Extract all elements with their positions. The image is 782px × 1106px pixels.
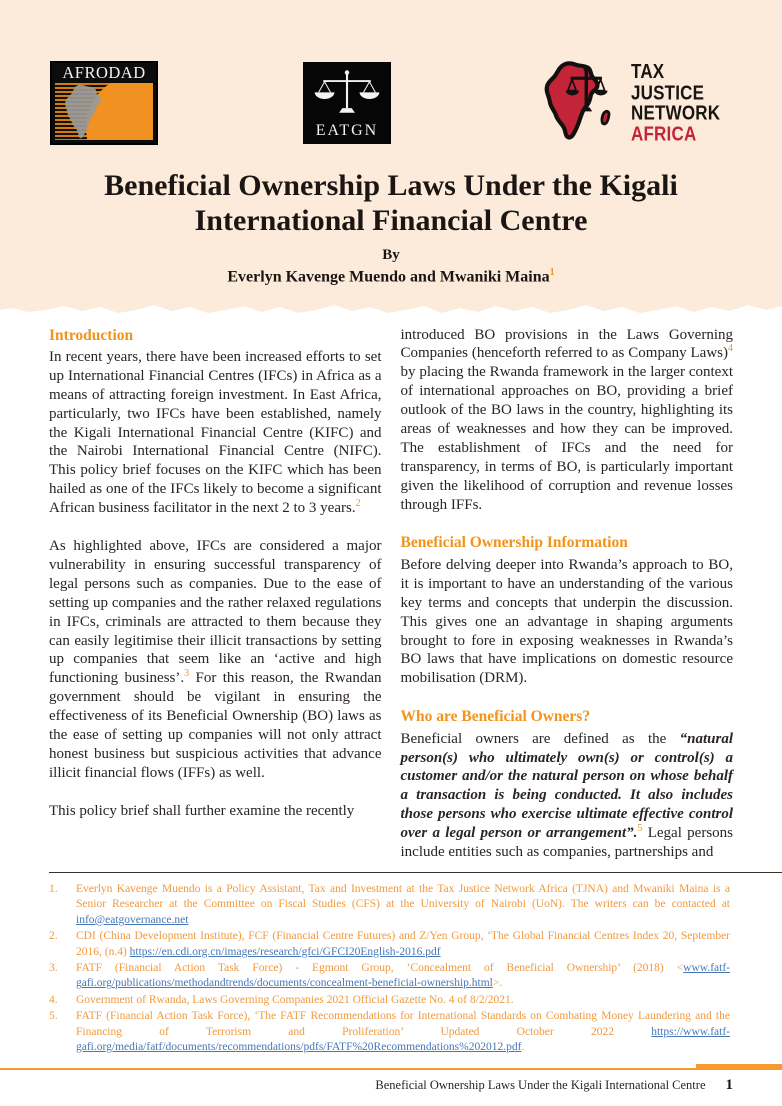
who-text-b: Legal persons include entities such as companies, partnerships and — [400, 825, 733, 861]
footnote-text — [76, 961, 730, 992]
document-header — [0, 0, 782, 301]
eatgn-logo — [303, 62, 391, 144]
footnote-text-pre: FATF (Financial Action Task Force) - Egmont Group, ‘Concealment of Beneficial Ownership’ (2018) < — [76, 961, 684, 974]
footnote-ref-2: 2 — [355, 498, 361, 510]
tax-justice-network-africa-logo — [536, 60, 732, 147]
tjna-wordmark — [631, 61, 732, 144]
footnote-text — [76, 929, 730, 960]
page-title: Beneficial Ownership Laws Under the Kigali International Financial Centre — [104, 169, 678, 238]
logo-row — [0, 60, 782, 146]
intro-paragraph-3-text: This policy brief shall further examine the recently — [49, 802, 355, 819]
right-column — [401, 326, 734, 862]
footnote-number: 2. — [49, 930, 58, 943]
who-text-a: Beneficial owners are defined as the — [400, 730, 680, 747]
footnotes-list — [0, 882, 782, 1055]
footnote-text — [76, 993, 730, 1008]
section-heading-introduction: Introduction — [49, 326, 134, 344]
footnote-text — [76, 1009, 730, 1055]
page-footer — [375, 1077, 733, 1094]
intro-paragraph-2-text-b: For this reason, the Rwandan government should be vigilant in ensuring the effectiveness of its Beneficial Ownership (BO) laws as the ease of setting up companies will not only attract honest business but suspicious activities that advance illicit financial flows (IFFs) as well. — [49, 670, 382, 781]
afrodad-logo — [50, 61, 158, 145]
footnote-item-4 — [49, 993, 730, 1008]
footnote-ref-5: 5 — [637, 823, 643, 835]
footnote-text-pre: Government of Rwanda, Laws Governing Companies 2021 Official Gazette No. 4 of 8/2/2021. — [76, 993, 514, 1006]
article-body — [0, 315, 782, 862]
footnote-ref-4: 4 — [728, 343, 733, 355]
footnote-text — [76, 882, 730, 928]
footnote-text-pre: Everlyn Kavenge Muendo is a Policy Assistant, Tax and Investment at the Tax Justice Network Africa (TJNA) and Mwaniki Maina is a Senior Researcher at the Committee on Fiscal Studies (CFS) at the University of Nairobi (UoN). The writers can be contacted at — [76, 882, 730, 911]
scales-of-justice-icon — [314, 69, 380, 117]
africa-map-icon — [59, 84, 111, 140]
who-paragraph — [401, 730, 734, 862]
bo-information-paragraph — [401, 556, 734, 688]
footnote-number: 1. — [49, 882, 58, 895]
footer-divider-accent — [696, 1064, 782, 1070]
footnote-text-post: . — [521, 1040, 525, 1053]
intro-paragraph-3 — [49, 802, 382, 821]
authors-line — [0, 267, 782, 300]
intro-paragraph-2 — [49, 537, 382, 783]
footnote-divider — [49, 872, 782, 873]
footnote-number: 4. — [49, 993, 58, 1006]
byline: By — [382, 247, 400, 264]
footer-divider-line — [0, 1068, 782, 1070]
footnote-ref-3: 3 — [184, 668, 190, 680]
footnote-url-link[interactable]: https://www.fatf-gafi.org/media/fatf/documents/recommendations/pdfs/FATF%20Recommendations%202012.pdf — [76, 1025, 730, 1053]
footnote-url-link[interactable]: https://en.cdi.org.cn/images/research/gfci/GFCI20English-2016.pdf — [129, 945, 441, 958]
bo-information-text: Before delving deeper into Rwanda’s approach to BO, it is important to have an understanding of the various key terms and concepts that underpin the discussion. This gives one an advantage in shaping arguments brought to fore in exposing weaknesses in Rwanda’s BO laws that have implications on domestic resource mobilisation (DRM). — [400, 556, 733, 687]
left-column — [49, 326, 382, 862]
section-heading-bo-information: Beneficial Ownership Information — [400, 534, 628, 552]
continuation-text-a: introduced BO provisions in the Laws Governing Companies (henceforth referred to as Company Laws) — [400, 326, 733, 362]
footnote-text-pre: CDI (China Development Institute), FCF (Financial Centre Futures) and Z/Yen Group, ‘The Global Financial Centres Index 20, September 2016, (n.4) — [76, 930, 730, 958]
footnote-item-3 — [49, 961, 730, 992]
tjna-wordmark-line1: TAX JUSTICE — [631, 60, 705, 104]
footnote-number: 5. — [49, 1010, 58, 1023]
footer-running-title: Beneficial Ownership Laws Under the Kigali International Centre — [375, 1078, 706, 1092]
authors-footnote-ref: 1 — [549, 267, 555, 279]
torn-edge-decoration — [0, 301, 782, 315]
section-heading-who-are-beneficial-owners: Who are Beneficial Owners? — [400, 708, 591, 726]
footnote-item-1 — [49, 882, 730, 928]
intro-paragraph-1 — [49, 348, 382, 518]
footnote-text-post: >. — [492, 977, 503, 990]
eatgn-logo-label: EATGN — [315, 122, 379, 139]
intro-paragraph-1-text: In recent years, there have been increased efforts to set up International Financial Centres (IFCs) in Africa as a means of attracting foreign investment. In East Africa, particularly, two IFCs have been established, namely the Kigali International Financial Centre (KIFC) and the Nairobi International Financial Centre (NIFC). This policy brief focuses on the KIFC which has been hailed as one of the IFCs likely to become a significant African business facilitator in the next 2 to 3 years. — [49, 349, 382, 517]
tjna-wordmark-line2: NETWORK — [631, 101, 721, 125]
footnote-email-link[interactable]: info@eatgovernance.net — [76, 913, 189, 926]
continuation-text-b: by placing the Rwanda framework in the larger context of international approaches on BO, providing a brief outlook of the BO laws in the country, highlighting its areas of weaknesses and how they can be improved. The establishment of IFCs and the need for transparency, in terms of BO, is particularly important given the likelihood of corruption and revenue losses through IFFs. — [400, 364, 733, 513]
continuation-paragraph — [401, 326, 734, 515]
authors-names: Everlyn Kavenge Muendo and Mwaniki Maina — [227, 268, 550, 286]
afrodad-logo-art — [55, 83, 153, 140]
footnote-item-2 — [49, 929, 730, 960]
page-number: 1 — [725, 1077, 733, 1093]
africa-map-scales-icon — [536, 60, 622, 142]
footnote-number: 3. — [49, 961, 58, 974]
footnote-item-5 — [49, 1009, 730, 1055]
intro-paragraph-2-text-a: As highlighted above, IFCs are considered a major vulnerability in ensuring successful transparency of legal persons such as companies. Due to the ease of setting up companies and the rather relaxed regulations in IFCs, criminals are attracted to them because they can easily legitimise their illicit transactions by setting up companies that seem like an ‘active and high functioning business’. — [49, 538, 382, 687]
afrodad-logo-label: AFRODAD — [62, 63, 146, 82]
footnote-text-pre: FATF (Financial Action Task Force), ‘The FATF Recommendations for International Standards on Combating Money Laundering and the Financing of Terrorism and Proliferation’ Updated October 2022 — [76, 1010, 730, 1038]
footnote-url-link[interactable]: www.fatf-gafi.org/publications/methodandtrends/documents/concealment-beneficial-ownership.html — [76, 961, 730, 990]
who-definition-quote: “natural person(s) who ultimately own(s) or control(s) a customer and/or the natural person on whose behalf a transaction is being conducted. It also includes those persons who exercise ultimate effective control over a legal person or arrangement”. — [400, 730, 733, 842]
tjna-wordmark-line3: AFRICA — [631, 122, 697, 146]
